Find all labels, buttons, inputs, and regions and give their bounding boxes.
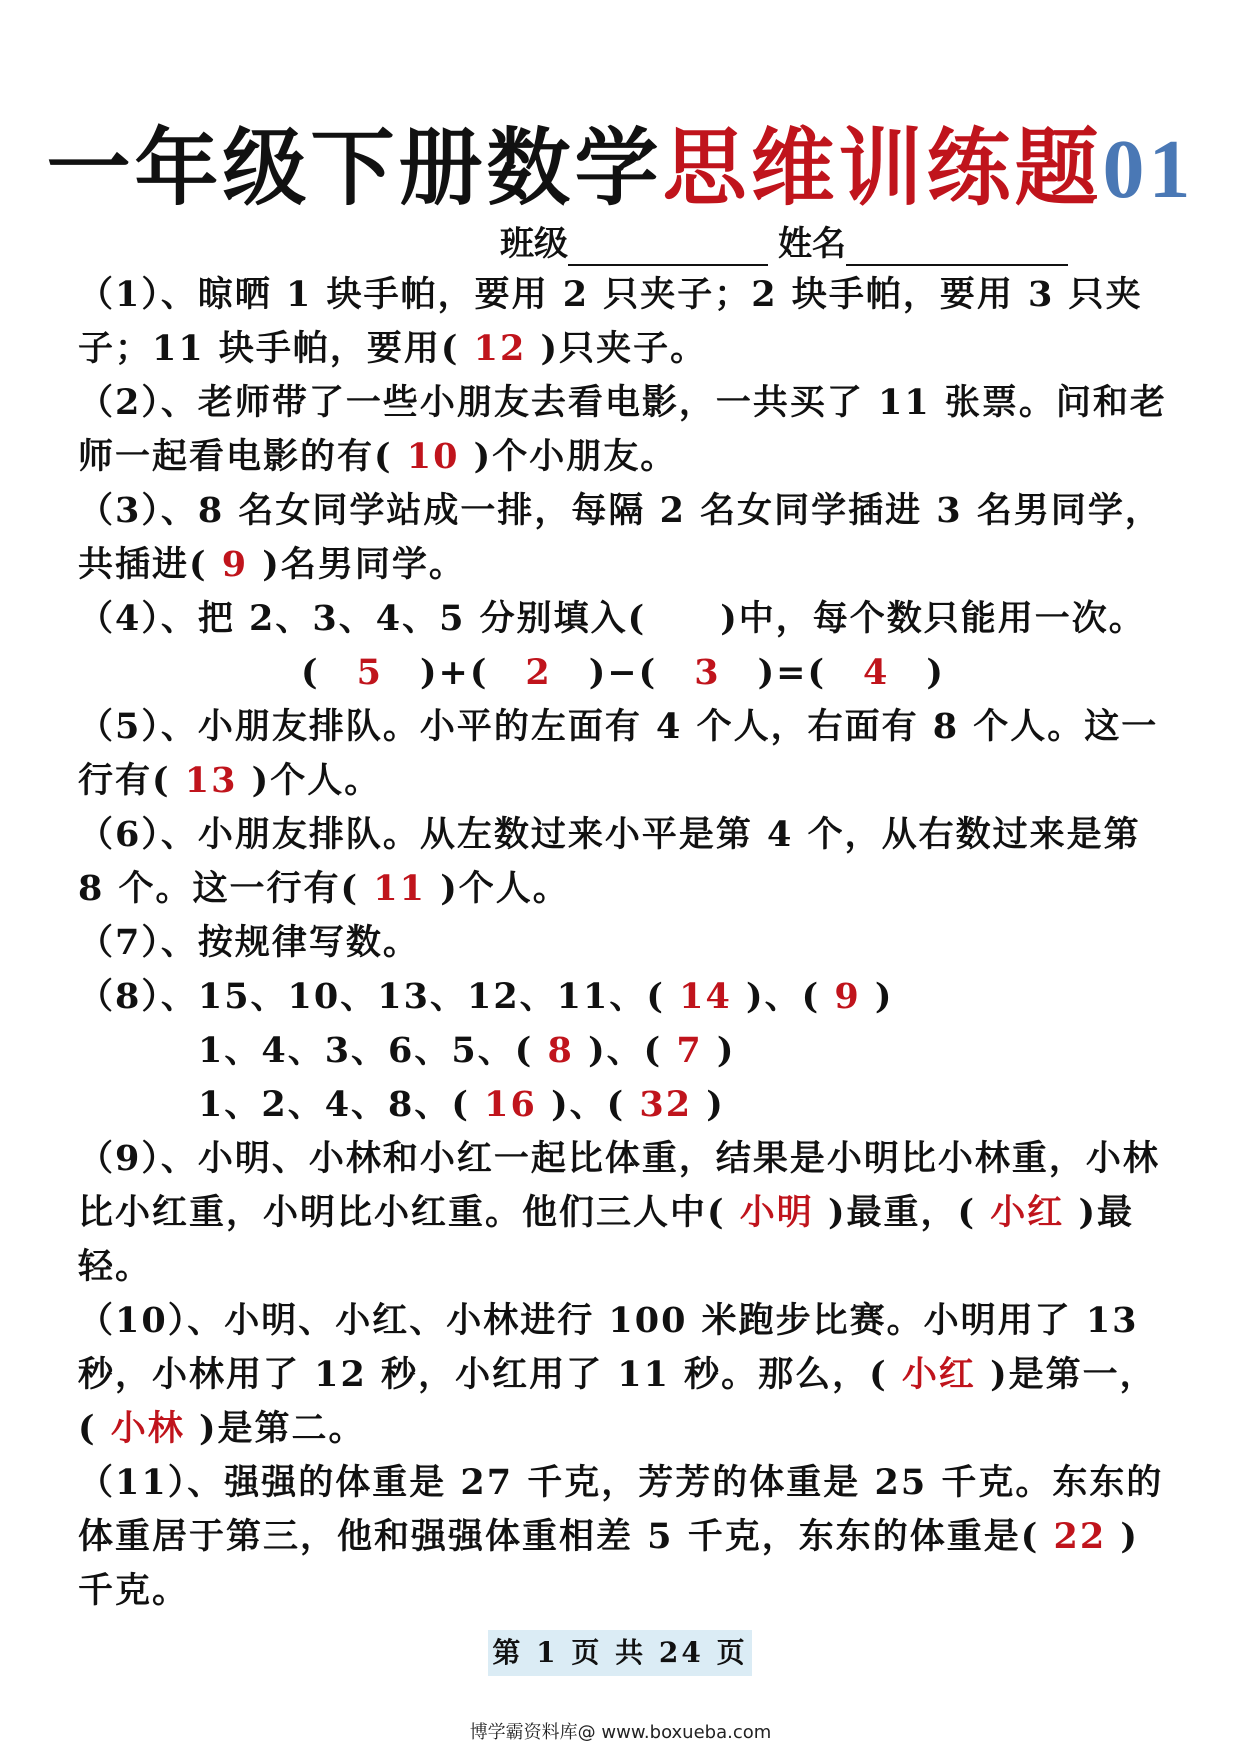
answer-8b: 9 [820, 976, 875, 1017]
answer-4b: 2 [525, 652, 552, 693]
page-title [0, 118, 1241, 220]
name-label: 姓名 [778, 224, 846, 264]
answer-5: 13 [170, 760, 252, 801]
class-label: 班级 [500, 224, 568, 264]
answer-11: 22 [1039, 1516, 1121, 1557]
question-9: （9）、小明、小林和小红一起比体重，结果是小明比小林重，小林比小红重，小明比小红重。他们三人中( 小明 )最重，( 小红 )最轻。 [78, 1138, 1160, 1287]
name-blank[interactable] [846, 230, 1068, 266]
question-4-equation: ( 5 )+( 2 )−( 3 )=( 4 ) [301, 652, 945, 693]
question-8-line-2: 1、4、3、6、5、( 8 )、( 7 ) [198, 1030, 736, 1071]
answer-6: 11 [359, 868, 441, 909]
watermark: 博学霸资料库@ www.boxueba.com [469, 1722, 772, 1743]
question-6: （6）、小朋友排队。从左数过来小平是第 4 个，从右数过来是第 8 个。这一行有( 11 )个人。 [78, 814, 1141, 909]
question-8-line-3: 1、2、4、8、( 16 )、( 32 ) [198, 1084, 725, 1125]
question-1: （1）、晾晒 1 块手帕，要用 2 只夹子；2 块手帕，要用 3 只夹子；11 块手帕，要用( 12 )只夹子。 [78, 274, 1143, 369]
student-info-bar [500, 222, 1068, 266]
answer-4a: 5 [356, 652, 383, 693]
answer-9b: 小红 [976, 1192, 1079, 1233]
answer-2: 10 [392, 436, 474, 477]
question-4: （4）、把 2、3、4、5 分别填入( )中，每个数只能用一次。 [78, 598, 1146, 639]
answer-8c: 8 [533, 1030, 589, 1071]
answer-4c: 3 [694, 652, 721, 693]
title-number: 01 [1102, 123, 1195, 216]
answer-9a: 小明 [725, 1192, 828, 1233]
answer-8a: 14 [664, 976, 747, 1017]
question-2: （2）、老师带了一些小朋友去看电影，一共买了 11 张票。问和老师一起看电影的有( 10 )个小朋友。 [78, 382, 1167, 477]
class-blank[interactable] [568, 230, 768, 266]
question-3: （3）、8 名女同学站成一排，每隔 2 名女同学插进 3 名男同学，共插进( 9 )名男同学。 [78, 490, 1162, 585]
answer-3: 9 [207, 544, 263, 585]
answer-8e: 16 [469, 1084, 552, 1125]
answer-1: 12 [459, 328, 541, 369]
answer-10a: 小红 [887, 1354, 991, 1395]
answer-10b: 小林 [96, 1408, 199, 1449]
question-11: （11）、强强的体重是 27 千克，芳芳的体重是 25 千克。东东的体重居于第三，他和强强体重相差 5 千克，东东的体重是( 22 )千克。 [78, 1462, 1164, 1611]
page-number: 第 1 页 共 24 页 [488, 1630, 752, 1676]
question-10: （10）、小明、小红、小林进行 100 米跑步比赛。小明用了 13 秒，小林用了 12 秒，小红用了 11 秒。那么，( 小红 )是第一，( 小林 )是第二。 [78, 1300, 1157, 1449]
title-main: 一年级下册数学 [46, 118, 663, 217]
question-5: （5）、小朋友排队。小平的左面有 4 个人，右面有 8 个人。这一行有( 13 )个人。 [78, 706, 1159, 801]
title-highlight: 思维训练题 [662, 118, 1103, 217]
question-7: （7）、按规律写数。 [78, 922, 420, 963]
answer-8f: 32 [625, 1084, 707, 1125]
question-8-line-1: （8）、15、10、13、12、11、( 14 )、( 9 ) [78, 976, 894, 1017]
answer-4d: 4 [863, 652, 890, 693]
question-list [78, 268, 1168, 1618]
answer-8d: 7 [662, 1030, 717, 1071]
